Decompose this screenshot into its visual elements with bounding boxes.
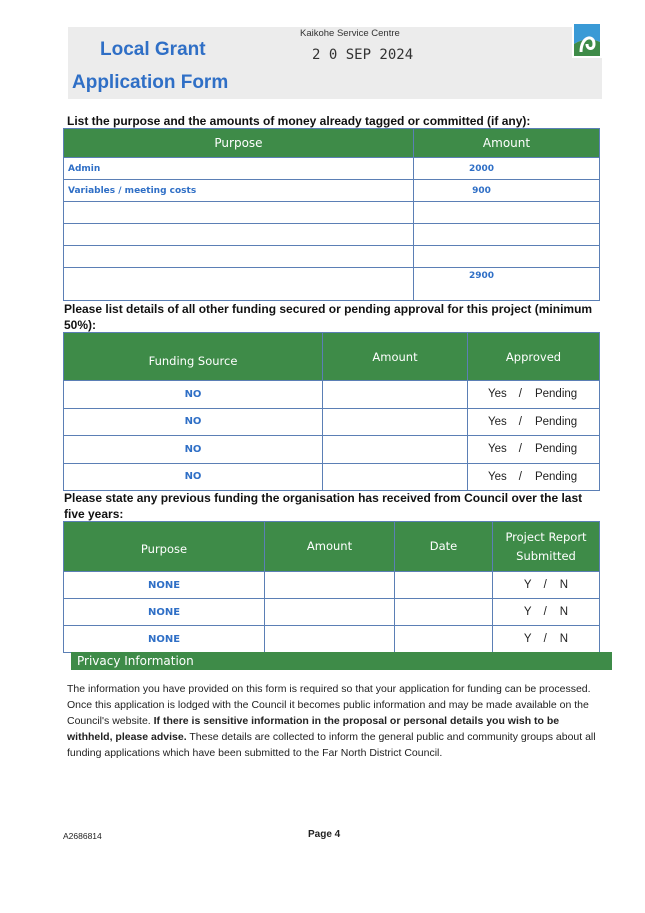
received-stamp-centre: Kaikohe Service Centre	[300, 28, 400, 39]
yes-option[interactable]: Y	[523, 633, 532, 645]
yes-option[interactable]: Yes	[488, 415, 507, 428]
page-number: Page 4	[308, 829, 341, 840]
table-row	[64, 246, 600, 268]
purpose-cell[interactable]	[64, 202, 414, 224]
slash-separator: /	[518, 470, 522, 483]
form-title-line2: Application Form	[72, 72, 229, 93]
amount-cell[interactable]	[265, 626, 395, 653]
slash-separator: /	[543, 606, 547, 618]
purpose-cell[interactable]: Variables / meeting costs	[64, 180, 414, 202]
amount-cell[interactable]: 900	[414, 180, 600, 202]
document-reference: A2686814	[63, 831, 102, 841]
table-row	[64, 158, 600, 180]
total-row	[64, 268, 600, 301]
col-header-amount: Amount	[414, 129, 600, 158]
col-header-purpose: Purpose	[64, 129, 414, 158]
section1-label: List the purpose and the amounts of money already tagged or committed (if any):	[67, 114, 531, 128]
yes-option[interactable]: Y	[523, 606, 532, 618]
previous-funding-table	[63, 521, 600, 653]
form-title-line1: Local Grant	[100, 39, 206, 60]
total-amount-cell[interactable]: 2900	[414, 268, 600, 301]
col-header-amount: Amount	[265, 522, 395, 572]
purpose-cell[interactable]	[64, 268, 414, 301]
amount-cell[interactable]	[414, 246, 600, 268]
slash-separator: /	[543, 579, 547, 591]
table-row	[64, 180, 600, 202]
report-submitted-cell[interactable]	[493, 572, 600, 599]
slash-separator: /	[518, 443, 522, 456]
amount-cell[interactable]	[323, 381, 468, 409]
date-cell[interactable]	[395, 599, 493, 626]
privacy-heading: Privacy Information	[71, 652, 612, 670]
report-submitted-cell[interactable]	[493, 599, 600, 626]
purpose-cell[interactable]: NONE	[64, 626, 265, 653]
privacy-text-bold: If there is sensitive information in the proposal or personal details you wish to be withheld, please advise.	[67, 715, 560, 743]
no-option[interactable]: N	[559, 606, 569, 618]
col-header-date: Date	[395, 522, 493, 572]
purpose-cell[interactable]	[64, 246, 414, 268]
table-row	[64, 463, 600, 491]
purpose-cell[interactable]: NONE	[64, 572, 265, 599]
yes-option[interactable]: Yes	[488, 443, 507, 456]
table-row	[64, 381, 600, 409]
slash-separator: /	[518, 388, 522, 401]
col-header-purpose: Purpose	[64, 522, 265, 572]
table-row	[64, 224, 600, 246]
slash-separator: /	[543, 633, 547, 645]
no-option[interactable]: N	[559, 579, 569, 591]
amount-cell[interactable]	[323, 408, 468, 436]
funding-source-cell[interactable]: NO	[64, 381, 323, 409]
report-submitted-cell[interactable]	[493, 626, 600, 653]
amount-cell[interactable]	[323, 436, 468, 464]
table-row	[64, 408, 600, 436]
table-row	[64, 436, 600, 464]
pending-option[interactable]: Pending	[534, 470, 578, 483]
pending-option[interactable]: Pending	[534, 388, 578, 401]
col-header-funding-source: Funding Source	[64, 333, 323, 381]
col-header-approved: Approved	[468, 333, 600, 381]
approved-cell[interactable]	[468, 408, 600, 436]
received-stamp-date: 2 0 SEP 2024	[312, 47, 414, 63]
col-header-amount: Amount	[323, 333, 468, 381]
purpose-cell[interactable]: Admin	[64, 158, 414, 180]
approved-cell[interactable]	[468, 381, 600, 409]
table-row	[64, 572, 600, 599]
date-cell[interactable]	[395, 626, 493, 653]
yes-option[interactable]: Yes	[488, 388, 507, 401]
approved-cell[interactable]	[468, 463, 600, 491]
section2-label: Please list details of all other funding secured or pending approval for this project (minimum 50%):	[64, 302, 593, 332]
amount-cell[interactable]	[265, 572, 395, 599]
yes-option[interactable]: Y	[523, 579, 532, 591]
council-logo-icon	[572, 22, 602, 58]
other-funding-table	[63, 332, 600, 491]
approved-cell[interactable]	[468, 436, 600, 464]
date-cell[interactable]	[395, 572, 493, 599]
section3-label: Please state any previous funding the organisation has received from Council over the last five years:	[64, 491, 583, 521]
funding-source-cell[interactable]: NO	[64, 408, 323, 436]
col-header-project-report: Project Report Submitted	[493, 522, 600, 572]
purpose-cell[interactable]: NONE	[64, 599, 265, 626]
amount-cell[interactable]: 2000	[414, 158, 600, 180]
amount-cell[interactable]	[414, 224, 600, 246]
yes-option[interactable]: Yes	[488, 470, 507, 483]
funding-source-cell[interactable]: NO	[64, 463, 323, 491]
pending-option[interactable]: Pending	[534, 415, 578, 428]
privacy-text-part1: The information you have provided on this form is required so that your application for funding can be processed. Once this application is lodged with the Council it becomes public information and may be made available on the Council's website.	[67, 683, 591, 727]
privacy-text-part2: These details are collected to inform the general public and community groups about all funding applications which have been submitted to the Far North District Council.	[67, 731, 596, 759]
purpose-cell[interactable]	[64, 224, 414, 246]
amount-cell[interactable]	[323, 463, 468, 491]
pending-option[interactable]: Pending	[534, 443, 578, 456]
privacy-paragraph	[67, 681, 602, 761]
table-row	[64, 202, 600, 224]
no-option[interactable]: N	[559, 633, 569, 645]
amount-cell[interactable]	[265, 599, 395, 626]
table-row	[64, 626, 600, 653]
funding-source-cell[interactable]: NO	[64, 436, 323, 464]
table-row	[64, 599, 600, 626]
slash-separator: /	[518, 415, 522, 428]
amount-cell[interactable]	[414, 202, 600, 224]
committed-funds-table	[63, 128, 600, 301]
